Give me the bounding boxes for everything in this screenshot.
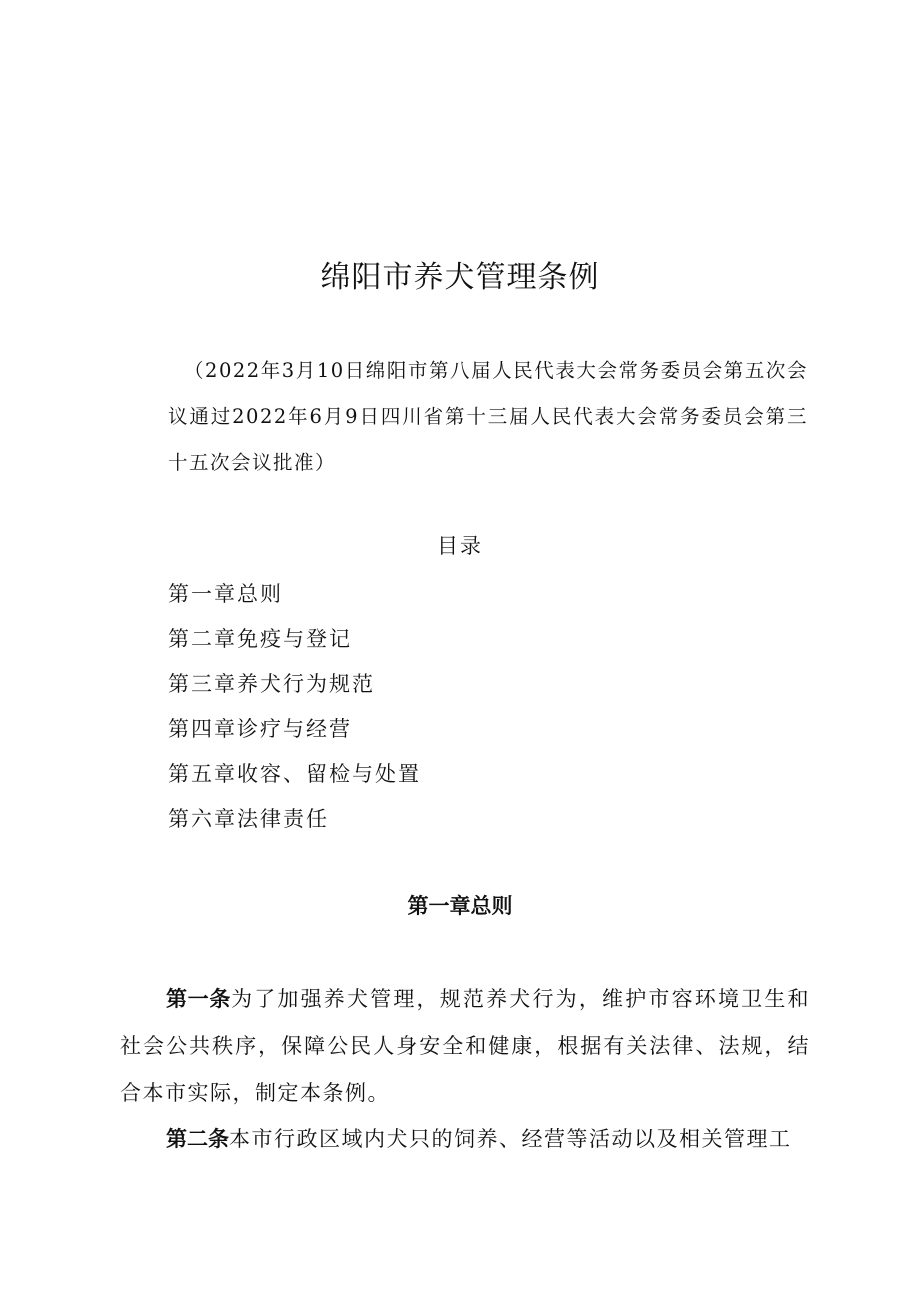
toc-item-chapter-3[interactable]: 第三章养犬行为规范 <box>168 672 375 696</box>
chapter-heading: 第一章总则 <box>407 894 513 918</box>
table-of-contents <box>168 572 421 842</box>
article-text: 本市行政区域内犬只的饲养、经营等活动以及相关管理工 <box>229 1127 792 1151</box>
document-title: 绵阳市养犬管理条例 <box>320 260 600 295</box>
adoption-note: （2022年3月10日绵阳市第八届人民代表大会常务委员会第五次会议通过2022年6月9日四川省第十三届人民代表大会常务委员会第三十五次会议批准） <box>168 359 808 474</box>
toc-item-chapter-4[interactable]: 第四章诊疗与经营 <box>168 717 352 741</box>
article-text: 为了加强养犬管理，规范养犬行为，维护市容环境卫生和社会公共秩序，保障公民人身安全和健康，根据有关法律、法规，结合本市实际，制定本条例。 <box>120 987 811 1105</box>
toc-item-chapter-2[interactable]: 第二章免疫与登记 <box>168 627 352 651</box>
article-2 <box>120 1116 810 1163</box>
article-number: 第一条 <box>166 987 232 1011</box>
toc-item-chapter-5[interactable]: 第五章收容、留检与处置 <box>168 762 421 786</box>
toc-item-chapter-6[interactable]: 第六章法律责任 <box>168 807 329 831</box>
toc-heading: 目录 <box>437 534 483 558</box>
article-1 <box>120 976 810 1117</box>
article-number: 第二条 <box>166 1127 229 1151</box>
toc-item-chapter-1[interactable]: 第一章总则 <box>168 582 283 606</box>
